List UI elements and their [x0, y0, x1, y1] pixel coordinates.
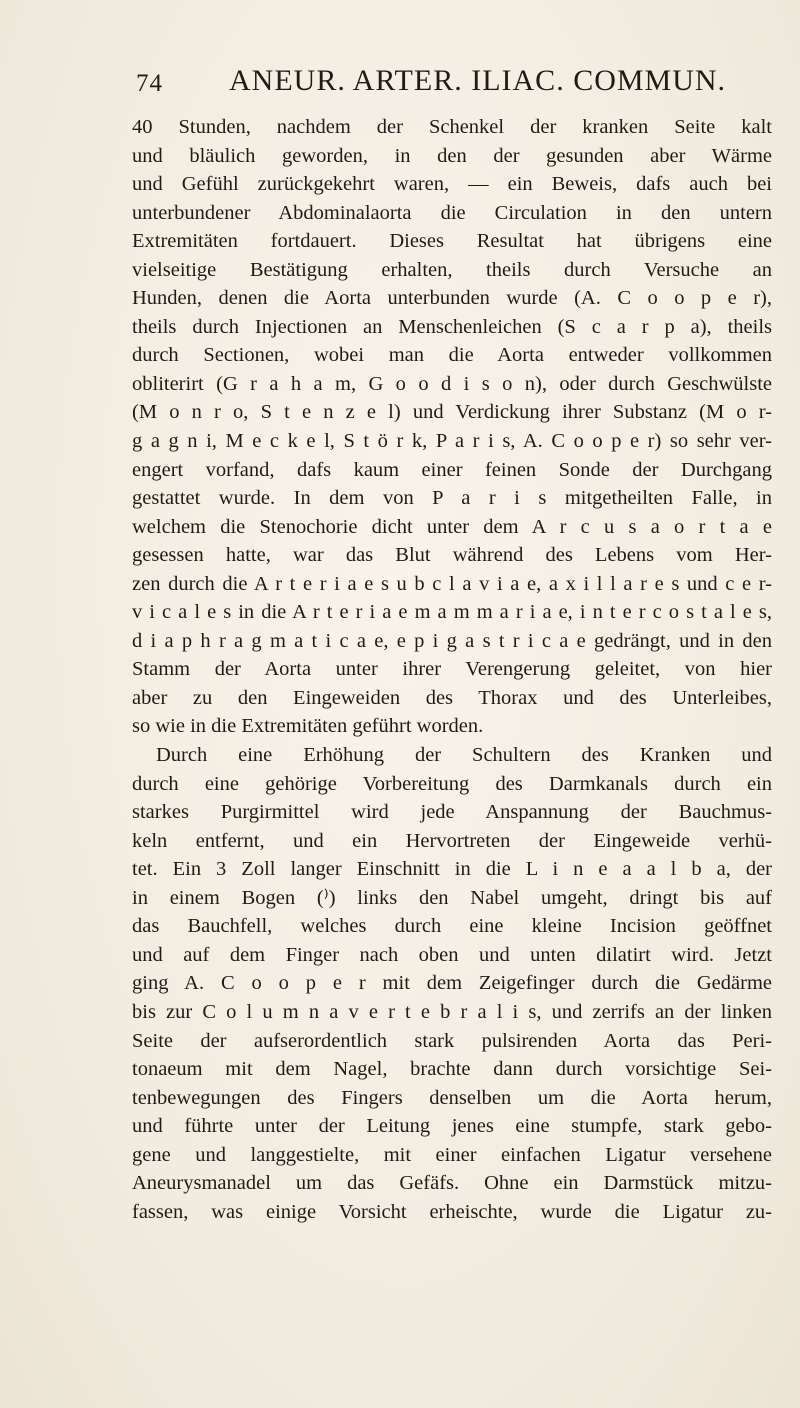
- text-line: zen durch die A r t e r i a e s u b c l a v i a e, a x i l l a r e s und c e r-: [132, 572, 772, 595]
- text-line: durch Sectionen, wobei man die Aorta entweder vollkommen: [132, 344, 772, 367]
- text-line: so wie in die Extremitäten geführt worden.: [132, 715, 484, 738]
- text-line: und Gefühl zurückgekehrt waren, — ein Beweis, dafs auch bei: [132, 173, 772, 196]
- text-line: Seite der aufserordentlich stark pulsirenden Aorta das Peri-: [132, 1029, 772, 1052]
- text-line: keln entfernt, und ein Hervortreten der Eingeweide verhü-: [132, 829, 772, 852]
- text-line: gene und langgestielte, mit einer einfachen Ligatur versehene: [132, 1143, 772, 1166]
- text-line: bis zur C o l u m n a v e r t e b r a l i s, und zerrifs an der linken: [132, 1000, 772, 1023]
- text-line: tenbewegungen des Fingers denselben um die Aorta herum,: [132, 1086, 772, 1109]
- text-line: Hunden, denen die Aorta unterbunden wurde (A. C o o p e r),: [132, 287, 772, 310]
- body-text: [132, 113, 772, 1226]
- text-line: gesessen hatte, war das Blut während des Lebens vom Her-: [132, 544, 772, 567]
- text-line: 40 Stunden, nachdem der Schenkel der kranken Seite kalt: [132, 116, 772, 138]
- text-line: vielseitige Bestätigung erhalten, theils durch Versuche an: [132, 258, 772, 281]
- text-line: tonaeum mit dem Nagel, brachte dann durch vorsichtige Sei-: [132, 1058, 772, 1081]
- text-line: theils durch Injectionen an Menschenleichen (S c a r p a), theils: [132, 315, 772, 338]
- text-line: d i a p h r a g m a t i c a e, e p i g a s t r i c a e gedrängt, und in den: [132, 629, 772, 652]
- text-line: Extremitäten fortdauert. Dieses Resultat hat übrigens eine: [132, 230, 772, 253]
- text-line: obliterirt (G r a h a m, G o o d i s o n), oder durch Geschwülste: [132, 372, 772, 395]
- text-line: Aneurysmanadel um das Gefäfs. Ohne ein Darmstück mitzu-: [132, 1172, 772, 1195]
- text-line: aber zu den Eingeweiden des Thorax und des Unterleibes,: [132, 686, 772, 709]
- text-line: engert vorfand, dafs kaum einer feinen Sonde der Durchgang: [132, 458, 772, 481]
- text-line: (M o n r o, S t e n z e l) und Verdickung ihrer Substanz (M o r-: [132, 401, 772, 424]
- text-line: gestattet wurde. In dem von P a r i s mitgetheilten Falle, in: [132, 487, 772, 510]
- text-line: g a g n i, M e c k e l, S t ö r k, P a r i s, A. C o o p e r) so sehr ver-: [132, 430, 772, 453]
- text-line: tet. Ein 3 Zoll langer Einschnitt in die L i n e a a l b a, der: [132, 858, 772, 881]
- text-line: unterbundener Abdominalaorta die Circulation in den untern: [132, 201, 772, 224]
- text-line: welchem die Stenochorie dicht unter dem A r c u s a o r t a e: [132, 515, 772, 538]
- text-line: durch eine gehörige Vorbereitung des Darmkanals durch ein: [132, 772, 772, 795]
- text-line: und auf dem Finger nach oben und unten dilatirt wird. Jetzt: [132, 943, 772, 966]
- running-head: ANEUR. ARTER. ILIAC. COMMUN.: [229, 64, 727, 97]
- text-line: Stamm der Aorta unter ihrer Verengerung geleitet, von hier: [132, 658, 772, 681]
- text-line: und bläulich geworden, in den der gesunden aber Wärme: [132, 144, 772, 167]
- text-line: Durch eine Erhöhung der Schultern des Kranken und: [156, 744, 772, 767]
- text-line: das Bauchfell, welches durch eine kleine Incision geöffnet: [132, 915, 772, 938]
- text-line: ging A. C o o p e r mit dem Zeigefinger durch die Gedärme: [132, 972, 772, 995]
- text-line: und führte unter der Leitung jenes eine stumpfe, stark gebo-: [132, 1115, 772, 1138]
- text-line: v i c a l e s in die A r t e r i a e m a m m a r i a e, i n t e r c o s t a l e s,: [132, 601, 772, 624]
- text-line: in einem Bogen (⁾) links den Nabel umgeht, dringt bis auf: [132, 886, 772, 909]
- text-line: fassen, was einige Vorsicht erheischte, wurde die Ligatur zu-: [132, 1200, 772, 1223]
- page-number: 74: [136, 70, 163, 97]
- text-line: starkes Purgirmittel wird jede Anspannung der Bauchmus-: [132, 801, 772, 824]
- page-header: [136, 58, 776, 102]
